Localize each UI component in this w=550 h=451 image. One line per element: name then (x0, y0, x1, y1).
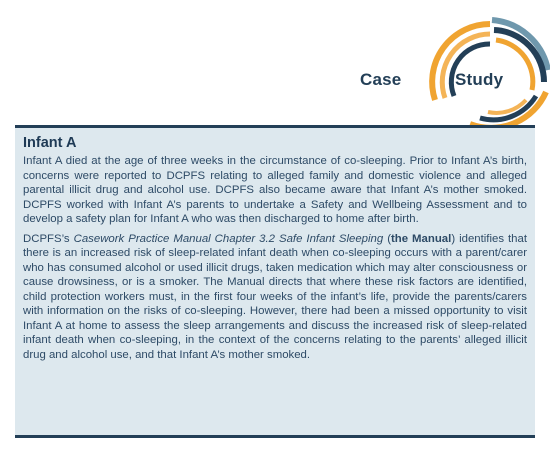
para2-rest: ) identifies that there is an increased risk of sleep-related infant death when co-sleeping occurs with a parent/carer who has consumed alcohol or used illicit drugs, taken medication which may alter consciousness or cause drowsiness, or is a smoker. The Manual directs that where these risk factors are identified, child protection workers must, in the first four weeks of the infant’s life, provide the parents/carers with information on the risks of co-sleeping. However, there had been a missed opportunity to visit Infant A at home to assess the sleep arrangements and discuss the increased risk of sleep-related infant death when co-sleeping, in the context of the concerns relating to the parents’ alleged illicit drug and alcohol use, and that Infant A’s mother smoked. (23, 232, 528, 361)
case-label: Case (360, 70, 402, 89)
case-study-logo-arcs (410, 0, 550, 126)
panel-title: Infant A (23, 135, 77, 151)
paragraph-1: Infant A died at the age of three weeks in the circumstance of co-sleeping. Prior to Infant A’s birth, concerns were reported to DCPFS relating to alleged family and domestic violence and alleged parental illicit drug and alcohol use. DCPFS also became aware that Infant A’s mother smoked. DCPFS worked with Infant A’s parents to undertake a Safety and Wellbeing Assessment and to develop a safety plan for Infant A who was then discharged to home after birth. (23, 155, 527, 225)
study-label: Study (455, 70, 504, 89)
para2-open-paren: ( (383, 232, 391, 245)
manual-title: Casework Practice Manual Chapter 3.2 Safe Infant Sleeping (73, 232, 384, 245)
para2-prefix: DCPFS’s (23, 232, 74, 245)
case-study-panel (15, 125, 535, 438)
case-study-header (0, 0, 550, 126)
manual-short-name: the Manual (391, 232, 452, 245)
paragraph-2 (23, 232, 527, 363)
